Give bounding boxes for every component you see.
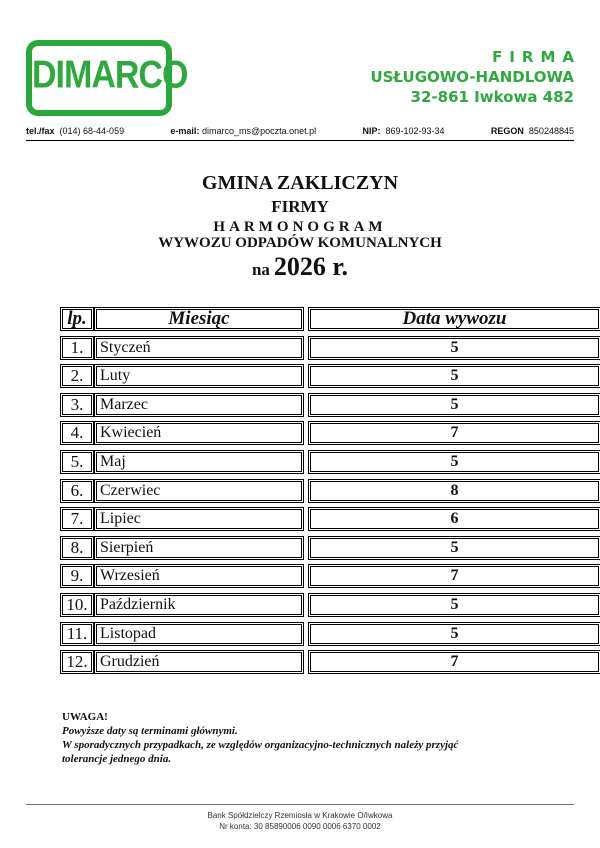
table-row [60, 477, 543, 506]
table-row [60, 620, 543, 649]
row-lp: 12. [60, 650, 94, 674]
schedule-table [60, 305, 543, 677]
row-lp: 3. [60, 393, 94, 417]
row-month: Czerwiec [94, 479, 304, 503]
company-type: FIRMA [492, 48, 581, 66]
table-row [60, 448, 543, 477]
header-month: Miesiąc [94, 307, 304, 331]
table-row [60, 391, 543, 420]
note-line: Powyższe daty są terminami głównymi. [62, 725, 238, 737]
title-firm: FIRMY [271, 197, 329, 216]
note-section [62, 710, 458, 766]
row-month: Marzec [94, 393, 304, 417]
company-description: USŁUGOWO-HANDLOWA [370, 68, 574, 86]
contact-nip: NIP: 869-102-93-34 [362, 126, 445, 136]
header-date: Data wywozu [308, 307, 600, 331]
row-month: Kwiecień [94, 421, 304, 445]
row-lp: 9. [60, 564, 94, 588]
company-address: 32-861 Iwkowa 482 [410, 88, 574, 106]
row-lp: 6. [60, 479, 94, 503]
header-lp: lp. [60, 307, 94, 331]
row-month: Styczeń [94, 336, 304, 360]
table-header [60, 305, 543, 334]
row-date: 5 [308, 336, 600, 360]
row-date: 8 [308, 479, 600, 503]
bank-name: Bank Spółdzielczy Rzemiosła w Krakowie O/Iwkowa [207, 811, 393, 820]
title-municipality: GMINA ZAKLICZYN [201, 172, 399, 194]
row-month: Lipiec [94, 507, 304, 531]
company-info [370, 48, 581, 106]
row-date: 5 [308, 593, 600, 617]
row-month: Październik [94, 593, 304, 617]
row-month: Wrzesień [94, 564, 304, 588]
row-date: 7 [308, 564, 600, 588]
row-date: 7 [308, 650, 600, 674]
company-logo: DIMARCO [32, 53, 188, 97]
footer-divider [26, 804, 574, 805]
row-lp: 4. [60, 421, 94, 445]
row-lp: 1. [60, 336, 94, 360]
row-date: 5 [308, 450, 600, 474]
row-month: Maj [94, 450, 304, 474]
bank-account: Nr konta: 30 85890006 0090 0006 6370 0002 [219, 822, 381, 831]
row-date: 5 [308, 364, 600, 388]
row-date: 7 [308, 421, 600, 445]
footer-bank-info [0, 810, 600, 832]
row-lp: 5. [60, 450, 94, 474]
row-lp: 2. [60, 364, 94, 388]
row-lp: 7. [60, 507, 94, 531]
row-month: Sierpień [94, 536, 304, 560]
contact-regon: REGON 850248845 [490, 126, 574, 136]
table-row [60, 505, 543, 534]
row-lp: 10. [60, 593, 94, 617]
row-month: Grudzień [94, 650, 304, 674]
row-lp: 11. [60, 622, 94, 646]
note-line: W sporadycznych przypadkach, ze względów organizacyjno-technicznych należy przyjąć [62, 739, 459, 751]
row-date: 6 [308, 507, 600, 531]
row-date: 5 [308, 622, 600, 646]
table-row [60, 562, 543, 591]
contact-email: e-mail: dimarco_ms@poczta.onet.pl [170, 126, 317, 136]
document-title [0, 172, 600, 282]
table-row [60, 334, 543, 363]
table-row [60, 591, 543, 620]
row-month: Listopad [94, 622, 304, 646]
row-lp: 8. [60, 536, 94, 560]
note-title: UWAGA! [62, 711, 108, 723]
table-row [60, 362, 543, 391]
table-row [60, 534, 543, 563]
header-divider [26, 140, 574, 141]
title-year: na 2026 r. [251, 252, 349, 281]
row-date: 5 [308, 536, 600, 560]
contact-bar [26, 126, 574, 136]
row-month: Luty [94, 364, 304, 388]
table-row [60, 419, 543, 448]
table-row [60, 648, 543, 677]
contact-phone: tel./fax (014) 68-44-059 [26, 126, 125, 136]
note-line: tolerancje jednego dnia. [62, 753, 172, 765]
title-subject: WYWOZU ODPADÓW KOMUNALNYCH [158, 235, 442, 251]
row-date: 5 [308, 393, 600, 417]
title-schedule: HARMONOGRAM [213, 219, 387, 235]
